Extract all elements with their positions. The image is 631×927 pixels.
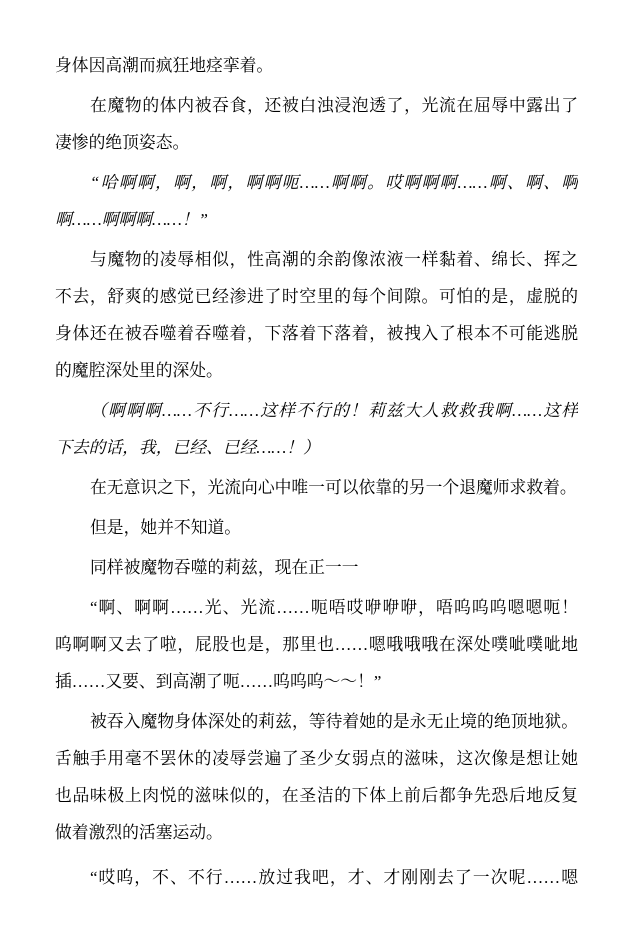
text-line: 身体还在被吞噬着吞噬着，下落着下落着，被拽入了根本不可能逃脱 bbox=[55, 324, 578, 343]
text-line: 做着激烈的活塞运动。 bbox=[55, 823, 223, 842]
text-line dialogue-line: “啊、啊啊……光、光流……呃唔哎咿咿咿，唔呜呜呜嗯嗯呃！ bbox=[90, 598, 578, 617]
text-line dialogue-line: “哈啊啊，啊，啊，啊啊呃……啊啊。哎啊啊啊……啊、啊、啊 bbox=[90, 173, 578, 192]
text-line: 也品味极上肉悦的滋味似的，在圣洁的下体上前后都争先恐后地反复 bbox=[55, 786, 578, 805]
text-line dialogue-line: 呜啊啊又去了啦，屁股也是，那里也……嗯哦哦哦在深处噗呲噗呲地 bbox=[55, 635, 578, 654]
text-line dialogue-line: 啊……啊啊啊……！” bbox=[55, 210, 208, 229]
text-line dialogue-line: 插……又要、到高潮了呃……呜呜呜～～！” bbox=[55, 672, 382, 691]
text-line dialogue-line: “哎呜，不、不行……放过我吧，才、才刚刚去了一次呢……嗯 bbox=[90, 868, 578, 887]
text-line thought-line: （啊啊啊……不行……这样不行的！莉兹大人救救我啊……这样 bbox=[90, 401, 578, 420]
text-line: 的魔腔深处里的深处。 bbox=[55, 361, 223, 380]
text-line: 在无意识之下，光流向心中唯一可以依靠的另一个退魔师求救着。 bbox=[90, 478, 577, 497]
text-line: 舌触手用毫不罢休的凌辱尝遍了圣少女弱点的滋味，这次像是想让她 bbox=[55, 749, 578, 768]
text-line: 凄惨的绝顶姿态。 bbox=[55, 133, 190, 152]
text-line: 身体因高潮而疯狂地痉挛着。 bbox=[55, 56, 274, 75]
text-line: 但是，她并不知道。 bbox=[90, 518, 242, 537]
text-line: 不去，舒爽的感觉已经渗进了时空里的每个间隙。可怕的是，虚脱的 bbox=[55, 287, 578, 306]
text-line: 与魔物的凌辱相似，性高潮的余韵像浓液一样黏着、绵长、挥之 bbox=[90, 250, 578, 269]
text-line: 被吞入魔物身体深处的莉兹，等待着她的是永无止境的绝顶地狱。 bbox=[90, 712, 578, 731]
text-line: 在魔物的体内被吞食，还被白浊浸泡透了，光流在屈辱中露出了 bbox=[90, 96, 578, 115]
text-line: 同样被魔物吞噬的莉兹，现在正一一 bbox=[90, 558, 359, 577]
text-line thought-line: 下去的话，我，已经、已经……！） bbox=[55, 438, 320, 457]
